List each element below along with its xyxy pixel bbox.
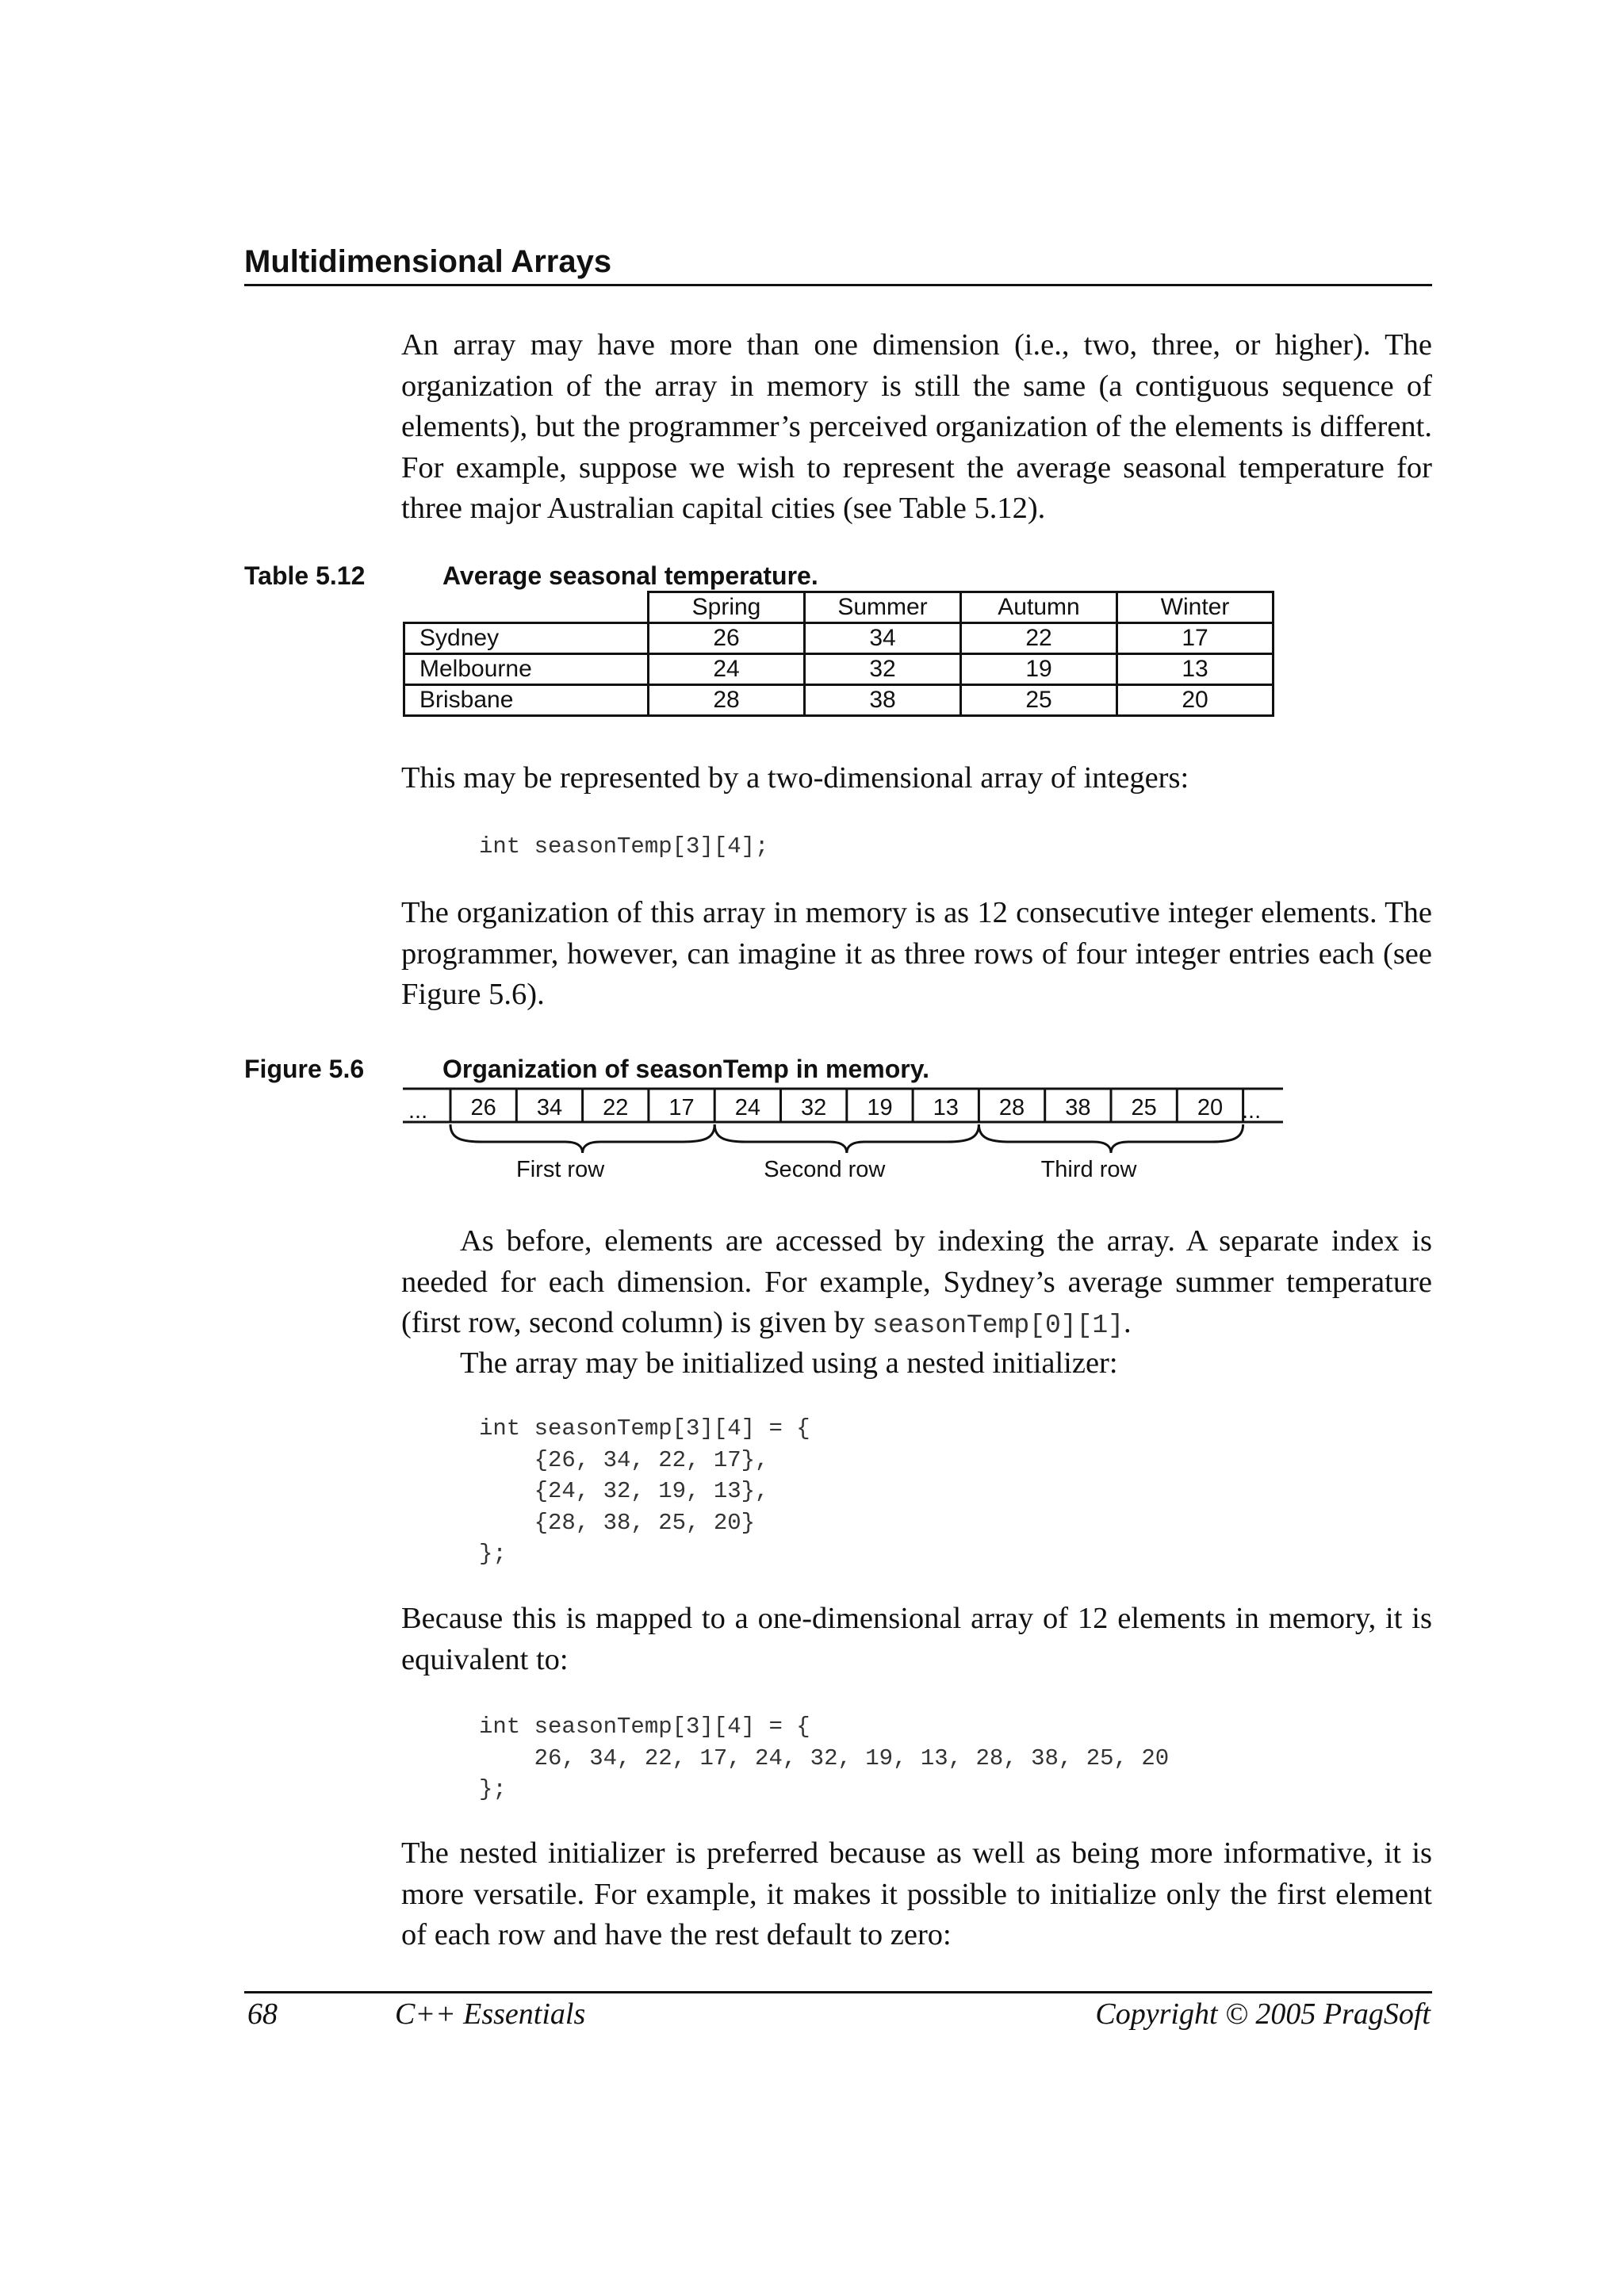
table-caption: Average seasonal temperature.: [442, 561, 818, 590]
table-corner-cell: [404, 592, 649, 623]
row-label: First row: [516, 1157, 605, 1182]
column-header: Spring: [649, 592, 805, 623]
column-header: Autumn: [961, 592, 1117, 623]
memory-cell-value: 28: [998, 1095, 1025, 1120]
memory-paragraph: The organization of this array in memory is as 12 consecutive integer elements. The programmer, however, can imagine it as three rows of four integer entries each (see Figure 5.6).: [401, 896, 1432, 1011]
indexing-text: As before, elements are accessed by indexing the array. A separate index is needed for each dimension. For example, Sydney’s average summer temperature (first row, second column) is given by: [401, 1224, 1432, 1339]
memory-cell-value: 13: [933, 1095, 959, 1120]
indexing-paragraph: [401, 1221, 1432, 1346]
value-cell: 13: [1117, 654, 1274, 685]
value-cell: 38: [805, 685, 961, 716]
code-flat-initializer: int seasonTemp[3][4] = { 26, 34, 22, 17, 24, 32, 19, 13, 28, 38, 25, 20 };: [479, 1714, 1170, 1802]
indexing-text-end: .: [1124, 1306, 1132, 1339]
temperature-table: [403, 591, 1274, 717]
column-header: Summer: [805, 592, 961, 623]
page-number: 68: [247, 1997, 278, 2031]
memory-cell-value: 19: [867, 1095, 893, 1120]
memory-cell-value: 20: [1197, 1095, 1224, 1120]
table-header-row: [404, 592, 1274, 623]
figure-label: Figure 5.6: [244, 1055, 365, 1083]
code-declaration: int seasonTemp[3][4];: [479, 833, 769, 860]
memory-layout-diagram: [396, 1078, 1300, 1189]
intro-paragraph: An array may have more than one dimension (i.e., two, three, or higher). The organization of the array in memory is still the same (a contiguous sequence of elements), but the programmer’s perceived organization of the elements is different. For example, suppose we wish to represent the average seasonal temperature for three major Australian capital cities (see Table 5.12).: [401, 328, 1432, 525]
preferred-paragraph: The nested initializer is preferred because as well as being more informative, it is more versatile. For example, it makes it possible to initialize only the first element of each row and have the rest default to zero:: [401, 1836, 1432, 1951]
memory-cell-value: 38: [1065, 1095, 1091, 1120]
inline-code-index: seasonTemp[0][1]: [872, 1311, 1124, 1340]
value-cell: 19: [961, 654, 1117, 685]
column-header: Winter: [1117, 592, 1274, 623]
footer-rule: [244, 1991, 1432, 1993]
value-cell: 34: [805, 623, 961, 654]
ellipsis-right: ...: [1242, 1098, 1262, 1124]
row-brace: [714, 1124, 979, 1153]
memory-cell-value: 32: [801, 1095, 827, 1120]
memory-cell-value: 26: [470, 1095, 496, 1120]
code-nested-initializer: int seasonTemp[3][4] = { {26, 34, 22, 17}, {24, 32, 19, 13}, {28, 38, 25, 20} };: [479, 1415, 810, 1567]
memory-cell-value: 25: [1131, 1095, 1157, 1120]
table-row: [404, 685, 1274, 716]
section-title: Multidimensional Arrays: [244, 243, 1432, 286]
ellipsis-left: ...: [408, 1098, 428, 1124]
two-dim-paragraph: This may be represented by a two-dimensional array of integers:: [401, 761, 1189, 795]
city-cell: Sydney: [404, 623, 649, 654]
memory-cell-value: 17: [668, 1095, 695, 1120]
figure-caption: Organization of seasonTemp in memory.: [442, 1055, 930, 1083]
table-row: [404, 654, 1274, 685]
city-cell: Brisbane: [404, 685, 649, 716]
value-cell: 17: [1117, 623, 1274, 654]
value-cell: 28: [649, 685, 805, 716]
memory-cell-value: 24: [734, 1095, 760, 1120]
value-cell: 24: [649, 654, 805, 685]
table-row: [404, 623, 1274, 654]
row-label: Third row: [1040, 1157, 1137, 1182]
book-title: C++ Essentials: [395, 1997, 586, 2031]
memory-cell-value: 34: [536, 1095, 563, 1120]
copyright-notice: Copyright © 2005 PragSoft: [1095, 1997, 1431, 2031]
equivalent-paragraph: Because this is mapped to a one-dimensional array of 12 elements in memory, it is equivalent to:: [401, 1602, 1432, 1676]
initializer-paragraph: The array may be initialized using a nested initializer:: [460, 1346, 1118, 1380]
city-cell: Melbourne: [404, 654, 649, 685]
value-cell: 22: [961, 623, 1117, 654]
memory-cell-value: 22: [603, 1095, 629, 1120]
value-cell: 26: [649, 623, 805, 654]
value-cell: 20: [1117, 685, 1274, 716]
row-label: Second row: [764, 1157, 886, 1182]
row-brace: [450, 1124, 714, 1153]
value-cell: 32: [805, 654, 961, 685]
value-cell: 25: [961, 685, 1117, 716]
row-brace: [979, 1124, 1243, 1153]
table-label: Table 5.12: [244, 561, 366, 590]
